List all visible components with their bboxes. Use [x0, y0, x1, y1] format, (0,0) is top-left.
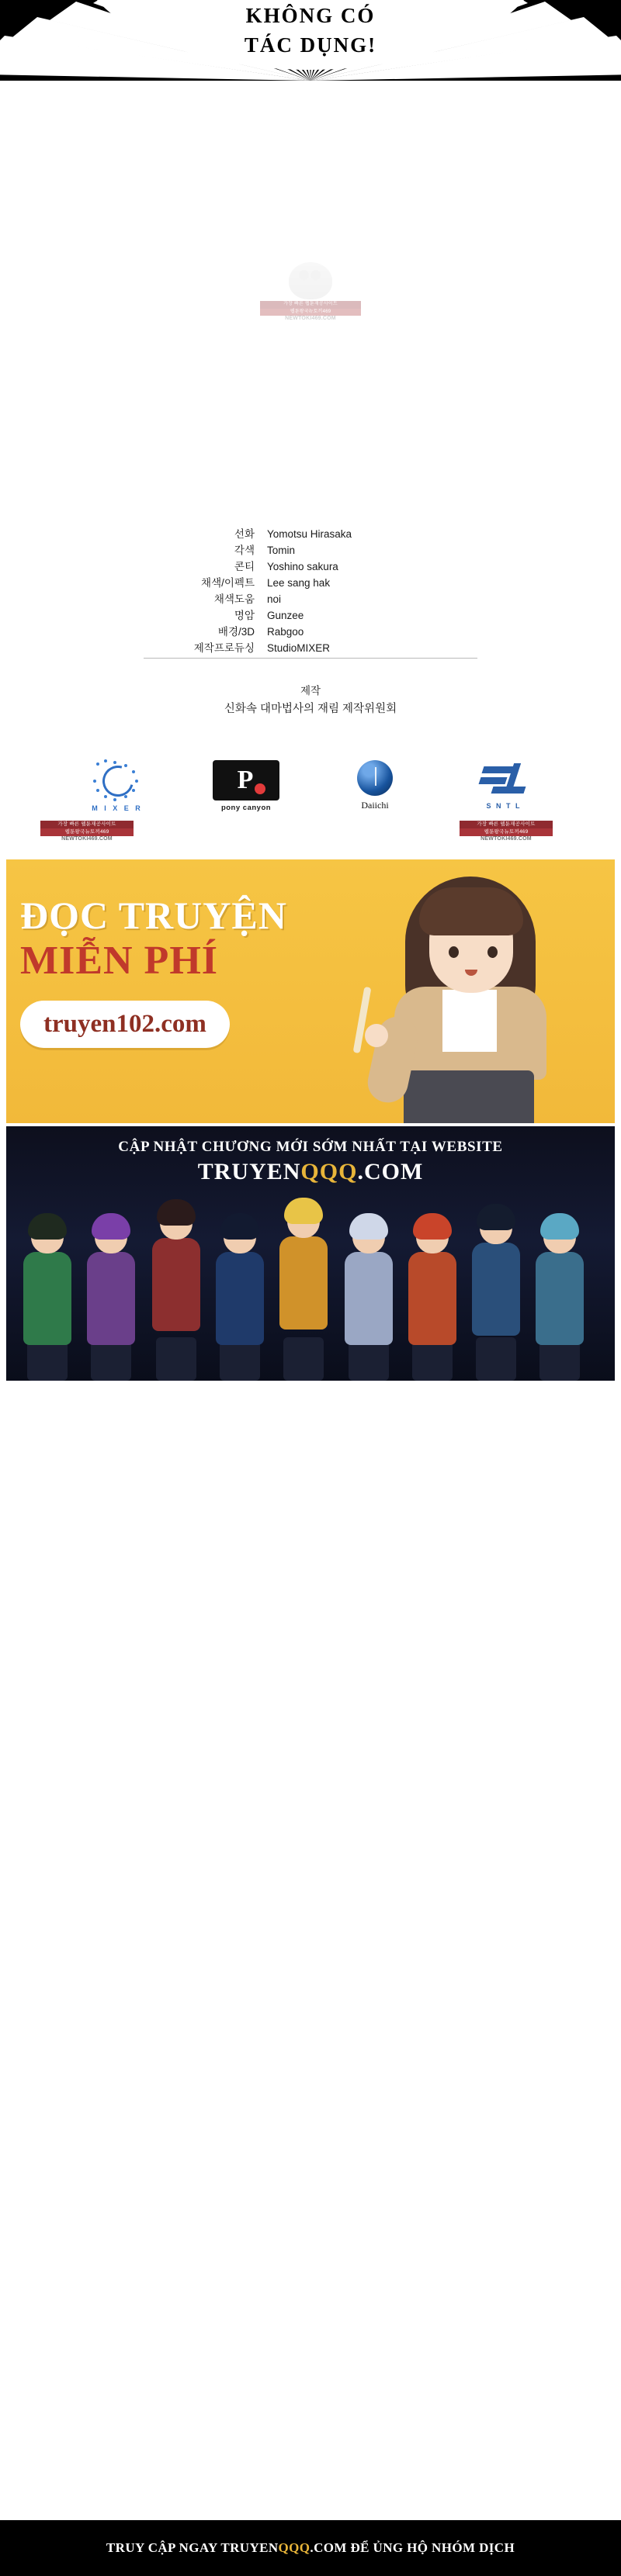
credit-name: Tomin — [267, 545, 296, 556]
credit-role: 배경/3D — [217, 626, 255, 638]
character-9 — [526, 1218, 593, 1381]
character-1 — [14, 1218, 81, 1381]
watermark-band-line2: 웹툰왕국뉴토끼469 — [260, 309, 361, 316]
production-committee — [0, 683, 621, 718]
character-3 — [143, 1204, 210, 1381]
character-5 — [270, 1202, 337, 1381]
credit-role: 콘티 — [234, 561, 255, 572]
impact-text-group — [0, 0, 621, 81]
credit-row — [0, 558, 621, 575]
credit-name: Lee sang hak — [267, 577, 331, 589]
mixer-logo — [75, 749, 160, 823]
impact-line-1: KHÔNG CÓ — [245, 4, 376, 27]
credit-row — [0, 575, 621, 591]
center-watermark — [260, 262, 361, 321]
credit-name: Yomotsu Hirasaka — [267, 528, 352, 540]
left-watermark — [40, 821, 134, 842]
credit-role: 채색/이펙트 — [201, 577, 255, 589]
sntl-logo-text: S N T L — [486, 802, 522, 810]
sntl-logo — [461, 749, 546, 823]
watermark-band-line2: 웹툰왕국뉴토끼469 — [460, 828, 553, 836]
mixer-logo-text: M I X E R — [92, 804, 143, 812]
daiichi-logo — [332, 749, 418, 823]
credit-name: Yoshino sakura — [267, 561, 338, 572]
credit-row — [0, 640, 621, 656]
daiichi-mark-icon — [357, 760, 393, 796]
footer-bar[interactable] — [0, 2520, 621, 2576]
credit-name: noi — [267, 593, 282, 605]
pony-canyon-mark-icon — [213, 760, 279, 800]
banner-character-illustration — [338, 870, 595, 1123]
truyenqqq-headline: CẬP NHẬT CHƯƠNG MỚI SỚM NHẤT TẠI WEBSITE — [118, 1139, 503, 1155]
watermark-band-line1: 가장 빠른 웹툰재공사이트 — [40, 821, 134, 828]
daiichi-logo-text: Daiichi — [361, 800, 389, 811]
footer-accent: QQQ — [278, 2540, 310, 2555]
truyenqqq-site-suffix: .COM — [357, 1159, 424, 1184]
watermark-band-line1: 가장 빠른 웹툰재공사이트 — [260, 301, 361, 309]
truyenqqq-text-block — [6, 1139, 615, 1185]
credits-divider — [144, 658, 477, 659]
watermark-url: NEWTOKI469.COM — [285, 316, 336, 321]
production-name: 신화속 대마법사의 재림 제작위원회 — [224, 703, 397, 715]
truyen102-headline-2: MIỄN PHÍ — [20, 938, 218, 983]
credit-row — [0, 526, 621, 542]
pony-canyon-logo-text: pony canyon — [220, 803, 272, 812]
credit-role: 각색 — [234, 545, 255, 556]
character-2 — [78, 1218, 144, 1381]
truyen102-text-block — [20, 895, 354, 1048]
character-8 — [463, 1208, 529, 1381]
credit-name: Rabgoo — [267, 626, 304, 638]
watermark-url: NEWTOKI469.COM — [61, 836, 113, 842]
truyen102-site-pill[interactable]: truyen102.com — [20, 1001, 230, 1048]
credit-name: Gunzee — [267, 610, 304, 621]
credit-row — [0, 542, 621, 558]
watermark-mascot-icon — [289, 262, 332, 299]
credit-role: 명암 — [234, 610, 255, 621]
production-label: 제작 — [300, 685, 321, 697]
footer-prefix: TRUY CẬP NGAY TRUYEN — [106, 2540, 279, 2555]
pony-canyon-letter: P — [237, 765, 254, 794]
credit-role: 채색도움 — [213, 593, 255, 605]
credit-row — [0, 624, 621, 640]
credit-name: StudioMIXER — [267, 642, 331, 654]
truyenqqq-site-prefix: TRUYEN — [197, 1159, 301, 1184]
mixer-mark-icon — [93, 759, 141, 803]
footer-text — [106, 2540, 515, 2556]
impact-line-2: TÁC DỤNG! — [244, 33, 377, 57]
character-4 — [206, 1218, 273, 1381]
watermark-band-line1: 가장 빠른 웹툰재공사이트 — [460, 821, 553, 828]
character-6 — [335, 1218, 402, 1381]
truyenqqq-site-accent: QQQ — [300, 1159, 358, 1184]
right-watermark — [460, 821, 553, 842]
pony-canyon-logo — [203, 749, 289, 823]
character-7 — [399, 1218, 466, 1381]
credit-role: 선화 — [234, 528, 255, 540]
watermark-url: NEWTOKI469.COM — [480, 836, 532, 842]
sntl-mark-icon — [478, 762, 529, 800]
credits-list — [0, 526, 621, 656]
truyen102-headline-1: ĐỌC TRUYỆN — [20, 894, 287, 937]
truyenqqq-banner[interactable] — [6, 1126, 615, 1381]
footer-suffix: .COM ĐỂ ỦNG HỘ NHÓM DỊCH — [310, 2540, 515, 2555]
truyen102-banner[interactable] — [6, 859, 615, 1123]
banner-character-lineup — [6, 1185, 615, 1381]
credit-role: 제작프로듀싱 — [193, 642, 255, 654]
credit-row — [0, 591, 621, 607]
truyenqqq-site — [6, 1159, 615, 1185]
credit-row — [0, 607, 621, 624]
watermark-band-line2: 웹툰왕국뉴토끼469 — [40, 828, 134, 836]
impact-panel — [0, 0, 621, 81]
